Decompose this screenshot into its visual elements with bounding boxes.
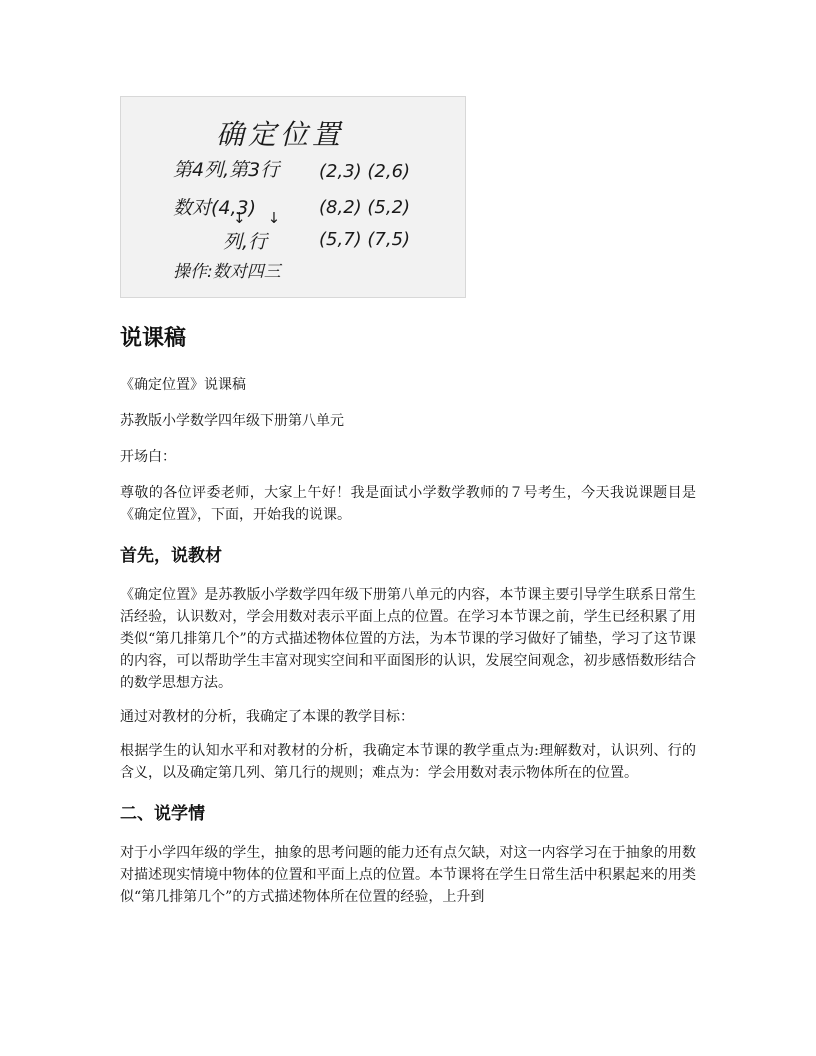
handwritten-notes-photo <box>120 96 466 298</box>
page-title: 说课稿 <box>120 326 187 351</box>
photo-line-1: 第4列,第3行 <box>173 159 280 181</box>
section-2-heading: 二、说学情 <box>120 804 205 824</box>
photo-pairs-1: (2,3) (2,6) <box>319 161 411 182</box>
opening-paragraph: 尊敬的各位评委老师，大家上午好！我是面试小学数学教师的７号考生，今天我说课题目是《确定位置》，下面，开始我的说课。 <box>120 485 696 523</box>
section-1-paragraph-1: 《确定位置》是苏教版小学数学四年级下册第八单元的内容，本节课主要引导学生联系日常生活经验，认识数对，学会用数对表示平面上点的位置。在学习本节课之前，学生已经积累了用类似“第几排第几个”的方式描述物体位置的方法，为本节课的学习做好了铺垫，学习了这节课的内容，可以帮助学生丰富对现实空间和平面图形的认识，发展空间观念，初步感悟数形结合的数学思想方法。 <box>120 587 696 691</box>
section-2-paragraph-1: 对于小学四年级的学生，抽象的思考问题的能力还有点欠缺，对这一内容学习在于抽象的用数对描述现实情境中物体的位置和平面上点的位置。本节课将在学生日常生活中积累起来的用类似“第几排第几个”的方式描述物体所在位置的经验，上升到 <box>120 845 696 905</box>
photo-line-3: 列,行 <box>223 231 268 253</box>
photo-line-2: 数对(4,3) <box>173 197 257 219</box>
photo-pairs-3: (5,7) (7,5) <box>319 229 411 250</box>
photo-arrows: ↓↓ <box>233 209 303 227</box>
photo-pairs-2: (8,2) (5,2) <box>319 197 411 218</box>
source-text: 苏教版小学数学四年级下册第八单元 <box>120 413 344 429</box>
section-1-heading: 首先，说教材 <box>120 546 222 566</box>
section-1-paragraph-3: 根据学生的认知水平和对教材的分析，我确定本节课的教学重点为:理解数对，认识列、行的含义，以及确定第几列、第几行的规则；难点为：学会用数对表示物体所在的位置。 <box>120 743 696 781</box>
section-1-paragraph-2: 通过对教材的分析，我确定了本课的教学目标： <box>120 709 414 725</box>
document-page <box>120 96 696 908</box>
subtitle: 《确定位置》说课稿 <box>120 377 246 393</box>
opening-label: 开场白： <box>120 449 176 465</box>
photo-title: 确定位置 <box>216 118 345 151</box>
photo-line-4: 操作:数对四三 <box>173 262 281 282</box>
